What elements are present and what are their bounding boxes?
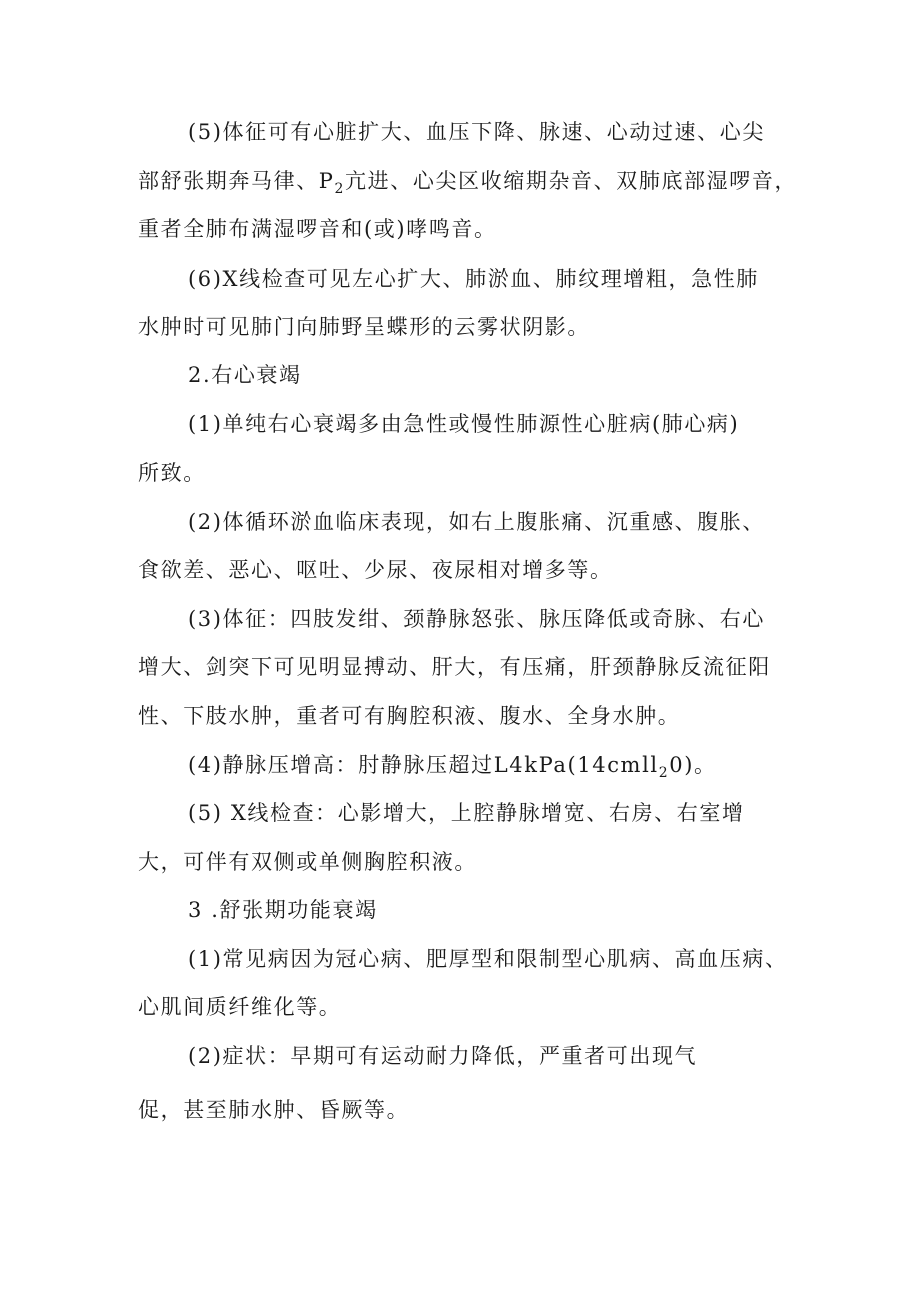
text-line: (1)常见病因为冠心病、肥厚型和限制型心肌病、高血压病、 xyxy=(188,947,788,971)
text-line: 心肌间质纤维化等。 xyxy=(138,995,342,1019)
text-line: (1)单纯右心衰竭多由急性或慢性肺源性心脏病(肺心病) xyxy=(188,412,740,436)
text-line: 促，甚至肺水肿、昏厥等。 xyxy=(138,1098,410,1122)
text-line: (6)X线检查可见左心扩大、肺淤血、肺纹理增粗，急性肺 xyxy=(188,267,759,291)
text-line xyxy=(138,166,797,204)
text-run: 0)。 xyxy=(669,753,717,777)
text-line: (3)体征：四肢发绀、颈静脉怒张、脉压降低或奇脉、右心 xyxy=(188,607,765,631)
text-line: 水肿时可见肺门向肺野呈蝶形的云雾状阴影。 xyxy=(138,315,590,339)
text-line: (5) X线检查：心影增大，上腔静脉增宽、右房、右室增 xyxy=(188,801,745,825)
text-line: 性、下肢水肿，重者可有胸腔积液、腹水、全身水肿。 xyxy=(138,704,681,728)
section-heading: 3 .舒张期功能衰竭 xyxy=(188,898,378,922)
text-line: 增大、剑突下可见明显搏动、肝大，有压痛，肝颈静脉反流征阳 xyxy=(138,655,771,679)
section-heading: 2.右心衰竭 xyxy=(188,363,302,387)
text-line: 所致。 xyxy=(138,461,206,485)
text-line: (5)体征可有心脏扩大、血压下降、脉速、心动过速、心尖 xyxy=(188,120,765,144)
text-line: 大，可伴有双侧或单侧胸腔积液。 xyxy=(138,850,477,874)
text-run: (4)静脉压增高：肘静脉压超过L4kPa(14cmll xyxy=(188,753,659,777)
text-line: (2)体循环淤血临床表现，如右上腹胀痛、沉重感、腹胀、 xyxy=(188,510,765,534)
subscript: 2 xyxy=(334,181,346,197)
text-line: 重者全肺布满湿啰音和(或)哮鸣音。 xyxy=(138,217,497,241)
text-line: 食欲差、恶心、呕吐、少尿、夜尿相对增多等。 xyxy=(138,558,613,582)
text-run: 部舒张期奔马律、P xyxy=(138,169,335,193)
text-line: (2)症状：早期可有运动耐力降低，严重者可出现气 xyxy=(188,1044,698,1068)
text-run: 亢进、心尖区收缩期杂音、双肺底部湿啰音， xyxy=(345,169,798,193)
text-line xyxy=(188,750,717,788)
subscript: 2 xyxy=(658,765,670,781)
